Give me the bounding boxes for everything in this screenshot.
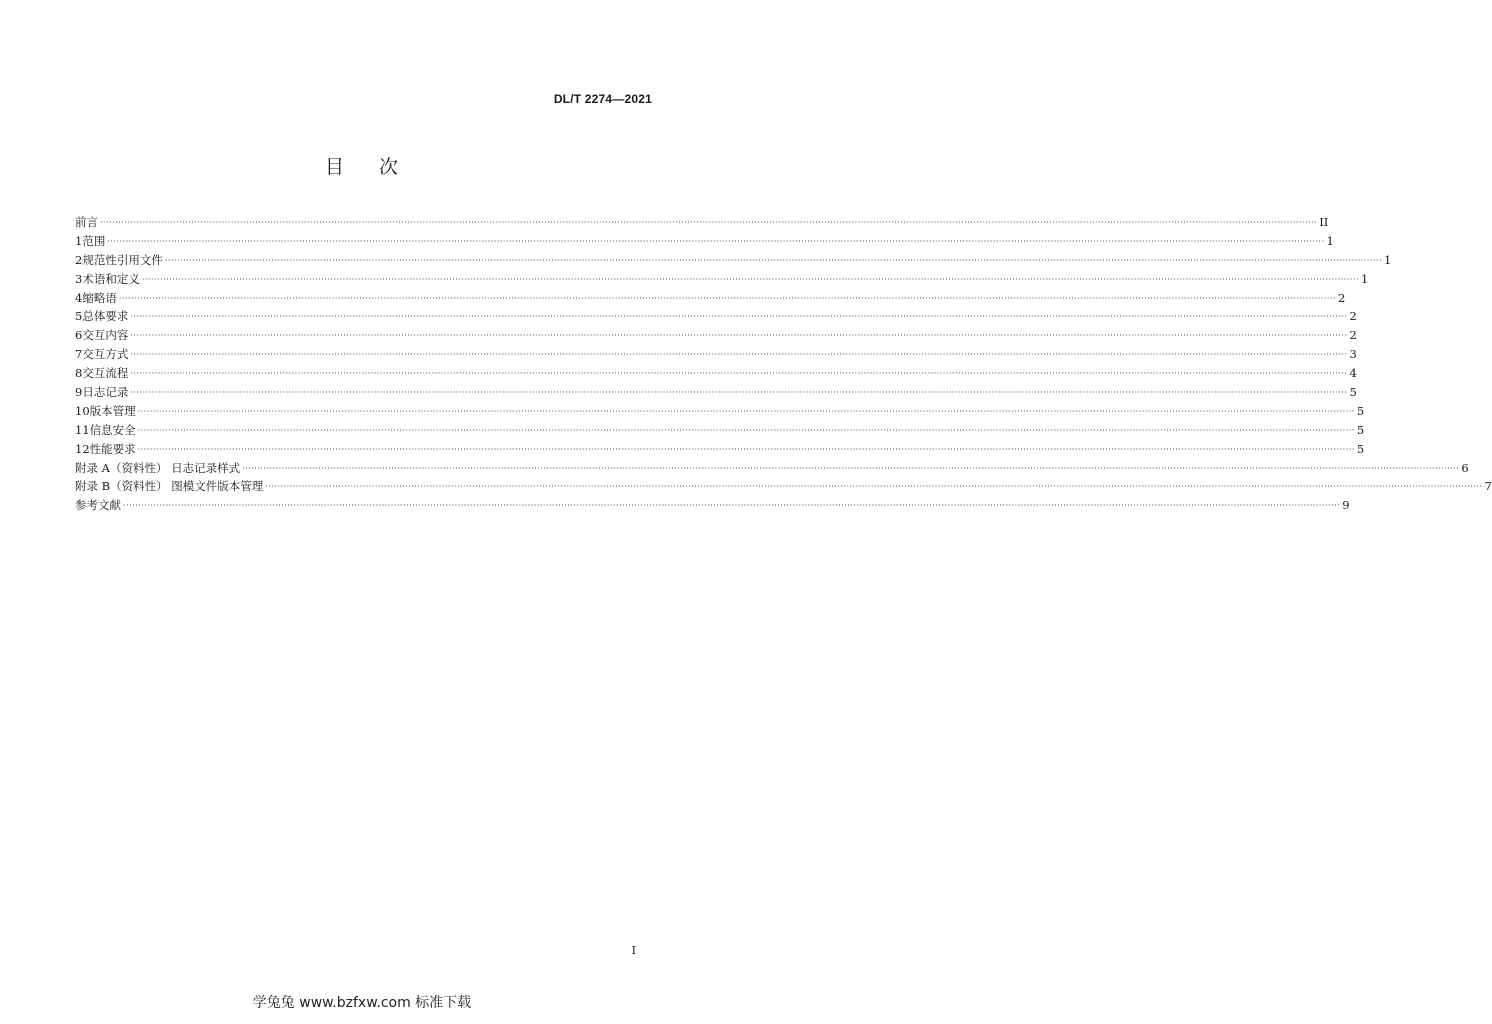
toc-entry-2[interactable] (75, 251, 1392, 270)
toc-entry-number: 3 (75, 271, 83, 286)
toc-entry-3[interactable] (75, 270, 1369, 289)
toc-entry-label: 缩略语 (82, 290, 117, 305)
toc-leader-dots: ················································································································································································································································································································································································································ (130, 388, 1348, 398)
toc-entry-5[interactable] (75, 307, 1357, 326)
toc-entry-page: 1 (1361, 271, 1369, 286)
toc-entry-1[interactable] (75, 232, 1334, 251)
toc-entry-label: 参考文献 (75, 498, 121, 513)
toc-leader-dots: ················································································································································································································································································································································································································ (118, 293, 1337, 303)
toc-entry-number: 11 (75, 422, 90, 437)
standard-code: DL/T 2274—2021 (553, 92, 652, 106)
toc-leader-dots: ················································································································································································································································································································································································································ (141, 274, 1360, 284)
toc-entry-page: 6 (1461, 460, 1469, 475)
toc-title-part2: 次 (379, 156, 400, 178)
toc-leader-dots: ················································································································································································································································································································································································································ (107, 236, 1325, 246)
toc-entry-label: 版本管理 (89, 403, 136, 418)
toc-entry-label: 交互流程 (82, 366, 129, 381)
toc-entry-number: 2 (75, 252, 83, 267)
toc-leader-dots: ················································································································································································································································································································································································································ (130, 312, 1348, 322)
toc-leader-dots: ················································································································································································································································································································································································································ (130, 331, 1348, 341)
toc-entry-appendix-a[interactable] (75, 459, 1469, 478)
toc-leader-dots: ················································································································································································································································································································································································································ (242, 463, 1460, 473)
toc-entry-label: 附录 B（资料性） 图模文件版本管理 (75, 479, 264, 494)
toc-entry-number: 9 (75, 385, 83, 400)
toc-entry-page: 5 (1356, 422, 1365, 437)
toc-leader-dots: ················································································································································································································································································································································································································ (130, 350, 1348, 360)
toc-entry-number: 12 (75, 441, 90, 456)
toc-entry-label: 性能要求 (89, 441, 136, 456)
toc-entry-number: 5 (75, 309, 83, 324)
toc-title (0, 152, 724, 179)
toc-entry-page: 3 (1349, 347, 1357, 362)
toc-leader-dots: ················································································································································································································································································································································································································ (100, 218, 1318, 227)
toc-entry-page: 1 (1384, 252, 1392, 267)
toc-entry-page: 2 (1349, 328, 1357, 343)
toc-entry-6[interactable] (75, 326, 1357, 345)
page-number: I (631, 944, 636, 957)
toc-entry-label: 规范性引用文件 (82, 252, 163, 267)
toc-entry-page: 1 (1326, 233, 1334, 248)
toc-entry-page: 5 (1356, 441, 1365, 456)
toc-entry-label: 信息安全 (89, 422, 136, 437)
toc-entry-number: 8 (75, 366, 83, 381)
toc-entry-label: 日志记录 (82, 385, 129, 400)
toc-leader-dots: ················································································································································································································································································································································································································ (123, 501, 1341, 511)
toc-leader-dots: ················································································································································································································································································································································································································ (130, 369, 1348, 379)
toc-entry-page: 2 (1338, 290, 1346, 305)
toc-leader-dots: ················································································································································································································································································································································································································ (265, 482, 1483, 492)
toc-entry-label: 前言 (75, 215, 98, 229)
toc-entry-7[interactable] (75, 345, 1357, 364)
toc-entry-label: 范围 (82, 233, 106, 248)
toc-leader-dots: ················································································································································································································································································································································································································ (137, 406, 1355, 416)
toc-entry-page: 5 (1356, 403, 1365, 418)
toc-entry-number: 10 (75, 403, 90, 418)
toc-entry-page: 9 (1342, 498, 1350, 513)
toc-entry-12[interactable] (75, 440, 1365, 459)
toc-entry-4[interactable] (75, 289, 1346, 308)
toc-leader-dots: ················································································································································································································································································································································································································ (137, 444, 1355, 454)
toc-leader-dots: ················································································································································································································································································································································································································ (164, 255, 1383, 265)
toc-entry-number: 1 (75, 233, 83, 248)
toc-entry-foreword[interactable] (75, 213, 1329, 232)
toc-entry-page: II (1319, 215, 1329, 229)
toc-entry-references[interactable] (75, 496, 1350, 515)
toc-title-part1: 目 (324, 156, 345, 178)
toc-entry-label: 术语和定义 (82, 271, 140, 286)
watermark-text: 学兔兔 www.bzfxw.com 标准下载 (252, 995, 472, 1011)
toc-entry-page: 2 (1349, 309, 1357, 324)
toc-entry-label: 附录 A（资料性） 日志记录样式 (75, 460, 241, 475)
toc-entry-page: 4 (1349, 366, 1357, 381)
toc-entry-page: 5 (1349, 385, 1357, 400)
table-of-contents (75, 213, 1492, 515)
toc-entry-label: 交互内容 (82, 328, 129, 343)
toc-entry-number: 7 (75, 347, 83, 362)
toc-entry-label: 总体要求 (82, 309, 129, 324)
toc-entry-label: 交互方式 (82, 347, 129, 362)
toc-entry-9[interactable] (75, 383, 1357, 402)
toc-entry-number: 4 (75, 290, 83, 305)
toc-entry-number: 6 (75, 328, 83, 343)
toc-entry-8[interactable] (75, 364, 1357, 383)
toc-entry-10[interactable] (75, 402, 1365, 421)
toc-entry-11[interactable] (75, 421, 1365, 440)
toc-leader-dots: ················································································································································································································································································································································································································ (137, 425, 1355, 435)
toc-entry-appendix-b[interactable] (75, 477, 1492, 496)
toc-entry-page: 7 (1484, 479, 1492, 494)
